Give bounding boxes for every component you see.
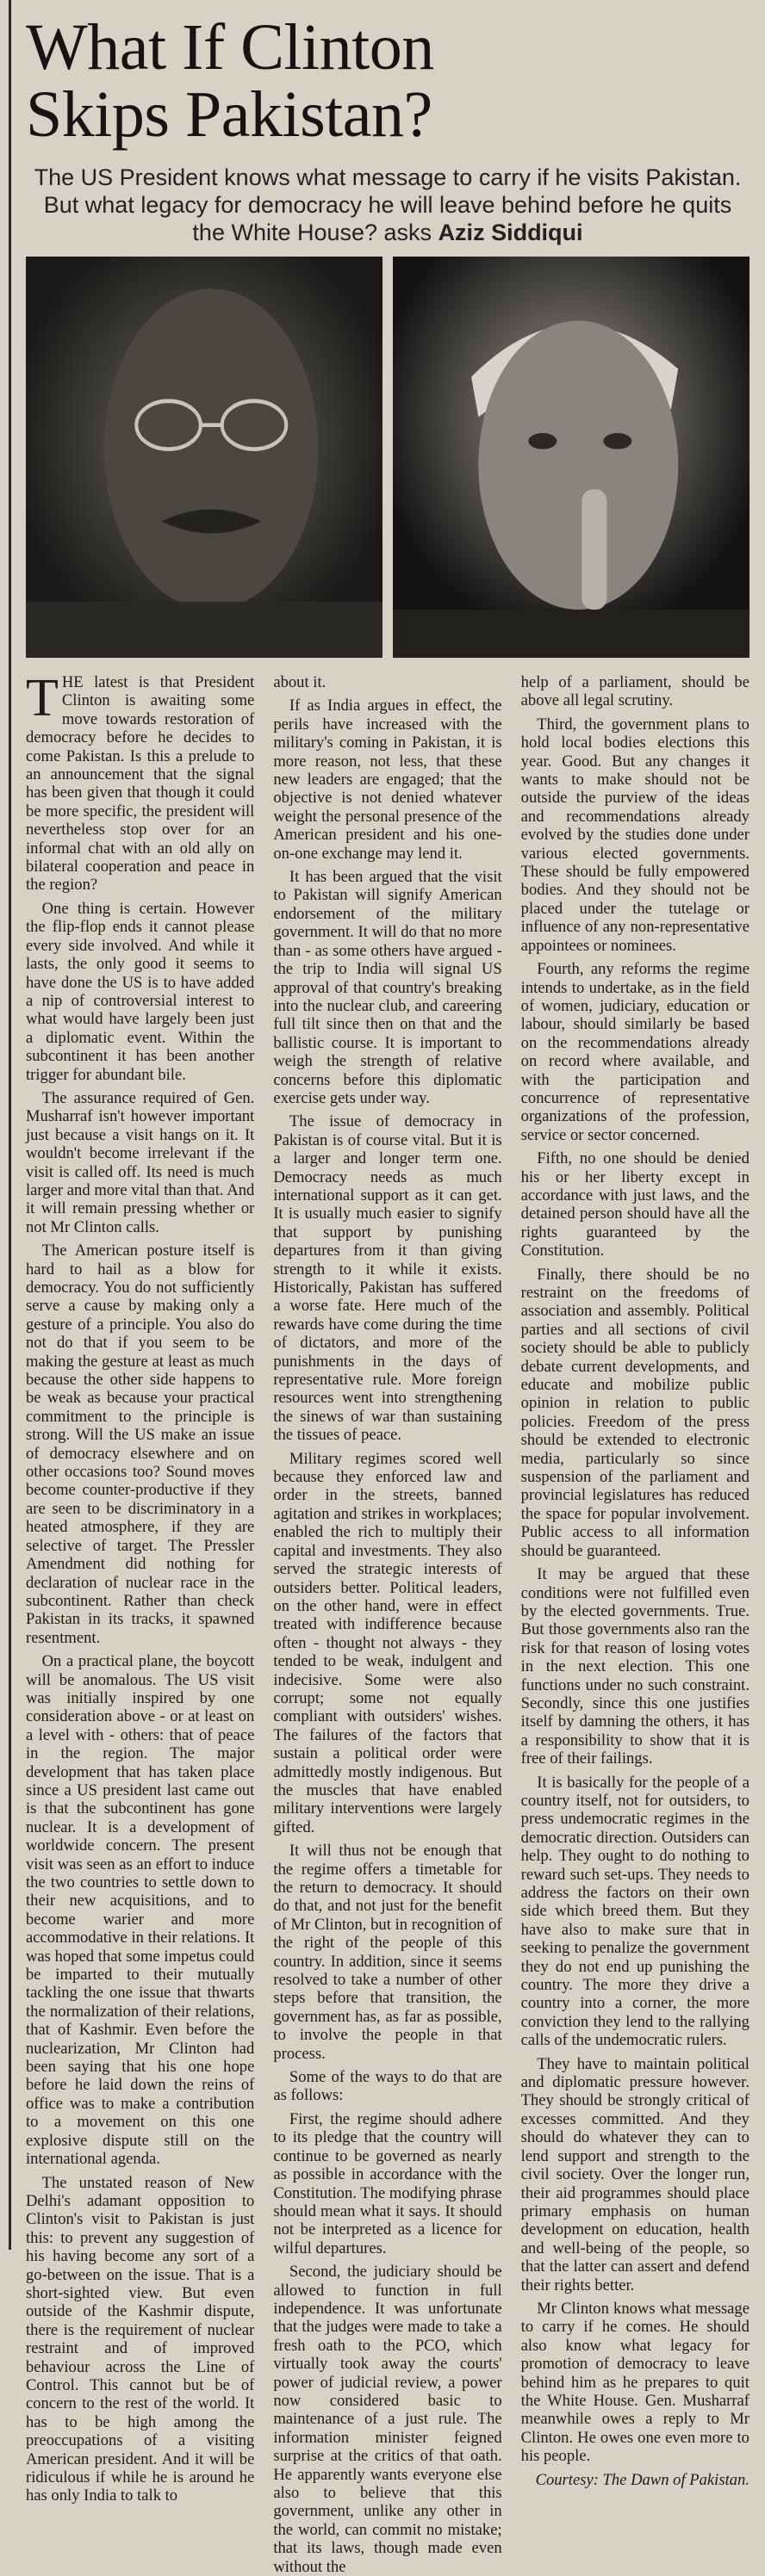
article-body — [26, 669, 749, 2576]
headline-line-2: Skips Pakistan? — [26, 78, 432, 151]
paragraph: help of a parliament, should be above all legal scrutiny. — [520, 673, 749, 710]
column-rule — [9, 0, 11, 2250]
portrait-2-image — [393, 257, 749, 658]
author-byline: Aziz Siddiqui — [438, 220, 583, 245]
paragraph: The American posture itself is hard to hail as a blow for democracy. You do not sufficiently serve a cause by making only a gesture of a principle. You also do not do that if you seem to be making the gesture at least as much because the other side happens to be weak as because your practical commitment to the principle is strong. Will the US make an issue of democracy elsewhere and on other occasions too? Sound moves become counter-productive if they are seen to be discriminatory in a heated atmosphere, if they are selective of target. The Pressler Amendment did nothing for declaration of nuclear race in the subcontinent. Rather than check Pakistan in its tracks, it spawned resentment. — [26, 1242, 255, 1647]
paragraph: THE latest is that President Clinton is awaiting some move towards restoration of democracy before he decides to come Pakistan. Is this a prelude to an announcement that the signal has been given that though it could be more specific, the president will nevertheless stop over for an informal chat with an old ally on bilateral cooperation and peace in the region? — [26, 669, 255, 895]
paragraph: Finally, there should be no restraint on the freedoms of association and assembly. Political parties and all sections of civil society should be able to publicly debate current developments, and educate and mobilize public opinion in relation to public policies. Freedom of the press should be extended to electronic media, particularly so since suspension of the parliament and provincial legislatures has reduced the space for popular involvement. Public access to all information should be guaranteed. — [520, 1265, 749, 1560]
paragraph: Military regimes scored well because they enforced law and order in the streets, banned agitation and strikes in workplaces; enabled the rich to multiply their capital and investments. They also served the strategic interests of outsiders better. Political leaders, on the other hand, were in effect treated with indifference because often - thought not always - they tended to be weak, indulgent and indecisive. Some were also corrupt; some not equally compliant with outsiders' wishes. The failures of the factors that sustain a political order were admittedly mostly indigenous. But the muscles that have enabled military interventions were largely gifted. — [273, 1449, 502, 1836]
paragraph: Second, the judiciary should be allowed to function in full independence. It was unfortunate that the judges were made to take a fresh oath to the PCO, which virtually took away the courts' power of judicial review, a power now considered basic to maintenance of a just rule. The information minister feigned surprise at the critics of that oath. He apparently wants everyone else also to believe that this government, unlike any other in the world, can commit no mistake; that its laws, though made even without the — [273, 2263, 502, 2576]
paragraph: First, the regime should adhere to its pledge that the country will continue to be governed as nearly as possible in accordance with the Constitution. The modifying phrase should mean what it says. It should not be interpreted as a licence for wilful departures. — [273, 2109, 502, 2257]
paragraph: Third, the government plans to hold local bodies elections this year. Good. But any changes it wants to make should not be outside the purview of the ideas and recommendations already evolved by the studies done under various elected governments. These should be fully empowered bodies. And they should not be placed under the tutelage or influence of any non-representative appointees or nominees. — [520, 715, 749, 955]
paragraph: The unstated reason of New Delhi's adamant opposition to Clinton's visit to Pakistan is just this: to prevent any suggestion of his having become any sort of a go-between on the issue. That is a short-sighted view. But even outside of the Kashmir dispute, there is the requirement of nuclear restraint and of improved behaviour across the Line of Control. This cannot but be of concern to the rest of the world. It has to be high among the preoccupations of a visiting American president. And it will be ridiculous if while he is around he has only India to talk to — [26, 2173, 255, 2505]
photo-row — [26, 257, 749, 658]
paragraph: Fifth, no one should be denied his or her liberty except in accordance with just laws, and the detained person should have all the rights guaranteed by the Constitution. — [520, 1149, 749, 1260]
paragraph: On a practical plane, the boycott will be anomalous. The US visit was initially inspired by one consideration above - or at least on a level with - others: that of peace in the region. The major development that has taken place since a US president last came out is that the subcontinent has gone nuclear. It is a development of worldwide concern. The present visit was seen as an effort to induce the two countries to settle down to their new acquisitions, and to become warier and more accommodative in their relations. It was hoped that some impetus could be imparted to their mutually tackling the one issue that thwarts the normalization of their relations, that of Kashmir. Even before the nuclearization, Mr Clinton had been saying that his one hope before he laid down the reins of office was to make a contribution to a movement on this one explosive dispute still on the international agenda. — [26, 1652, 255, 2169]
paragraph: It is basically for the people of a country itself, not for outsiders, to press undemocratic regimes in the democratic direction. Outsiders can help. They ought to do nothing to reward such set-ups. They needs to address the factors on their own side which breed them. But they have also to make sure that in seeking to penalize the government they do not end up punishing the country. The more they drive a country into a corner, the more conviction they lend to the rallying calls of the undemocratic rulers. — [520, 1773, 749, 2050]
article-column-3 — [520, 673, 749, 2489]
paragraph: The assurance required of Gen. Musharraf isn't however important just because a visit hangs on it. It wouldn't become irrelevant if the visit is called off. Its need is much larger and more vital than that. And it will remain pressing whether or not Mr Clinton calls. — [26, 1088, 255, 1236]
paragraph: Some of the ways to do that are as follows: — [273, 2068, 502, 2105]
paragraph: It may be argued that these conditions were not fulfilled even by the elected governments. True. But those governments also ran the risk for that reason of losing votes in the next election. This one functions under no such constraint. Secondly, since this one justifies itself by damning the others, it has a responsibility to show that it is free of their failings. — [520, 1565, 749, 1768]
paragraph: about it. — [273, 673, 327, 691]
paragraph: One thing is certain. However the flip-flop ends it cannot please every side involved. And while it lasts, the only good it seems to have done the US is to have added a nip of controversial interest to what would have largely been just a diplomatic event. Within the subcontinent it has been another trigger for abundant bile. — [26, 899, 255, 1084]
courtesy-credit: Courtesy: The Dawn of Pakistan. — [535, 2470, 749, 2489]
headline — [26, 0, 749, 151]
article-column-1 — [26, 669, 255, 2505]
clinton-photo — [393, 257, 749, 658]
headline-line-1: What If Clinton — [26, 11, 434, 84]
musharraf-photo — [26, 257, 382, 658]
paragraph: If as India argues in effect, the perils have increased with the military's coming in Pakistan, it is more reason, not less, that these new leaders are engaged; that the objective is not denied whatever weight the personal presence of the American president and his one-on-one exchange may lend it. — [273, 697, 502, 863]
drop-cap: T — [26, 669, 59, 728]
paragraph: Fourth, any reforms the regime intends to undertake, as in the field of women, judiciary, education or labour, should similarly be based on the recommendations already on record where available, and with the participation and concurrence of representative organizations of the profession, service or sector concerned. — [520, 960, 749, 1144]
paragraph: It will thus not be enough that the regime offers a timetable for the return to democracy. It should do that, and not just for the benefit of Mr Clinton, but in recognition of the right of the people of this country. In addition, since it seems resolved to take a number of other steps before that transition, the government has, as far as possible, to involve the people in that process. — [273, 1842, 502, 2063]
portrait-1-image — [26, 257, 382, 658]
standfirst-text: The US President knows what message to carry if he visits Pakistan. But what legacy for democracy he will leave behind before he quits the White House? asks — [34, 164, 742, 245]
article-column-2 — [273, 673, 502, 2576]
paragraph: It has been argued that the visit to Pakistan will signify American endorsement of the military government. It will do that no more than - as some others have argued - the trip to India will signal US approval of that country's breaking into the nuclear club, and careering full tilt since then on that and the ballistic course. It is important to weigh the strength of relative concerns before this diplomatic exercise gets under way. — [273, 868, 502, 1107]
standfirst — [26, 164, 749, 246]
paragraph: The issue of democracy in Pakistan is of course vital. But it is a larger and longer term one. Democracy needs as much international support as it can get. It is usually much easier to signify that support by punishing departures from it than giving strength to it while it exists. Historically, Pakistan has suffered a worse fate. Here much of the rewards have come during the time of dictators, and more of the punishments in the days of representative rule. More foreign resources went into strengthening the sinews of war than sustaining the tissues of peace. — [273, 1112, 502, 1445]
paragraph: Mr Clinton knows what message to carry if he comes. He should also know what legacy for promotion of democracy to leave behind him as he prepares to quit the White House. Gen. Musharraf meanwhile owes a reply to Mr Clinton. He owes one even more to his people. — [520, 2299, 749, 2466]
paragraph: They have to maintain political and diplomatic pressure however. They should be strongly critical of excesses committed. And they should do whatever they can to lend support and strength to the civil society. Over the longer run, their aid programmes should place primary emphasis on human development on education, health and well-being of the people, so that the latter can assert and defend their rights better. — [520, 2054, 749, 2294]
